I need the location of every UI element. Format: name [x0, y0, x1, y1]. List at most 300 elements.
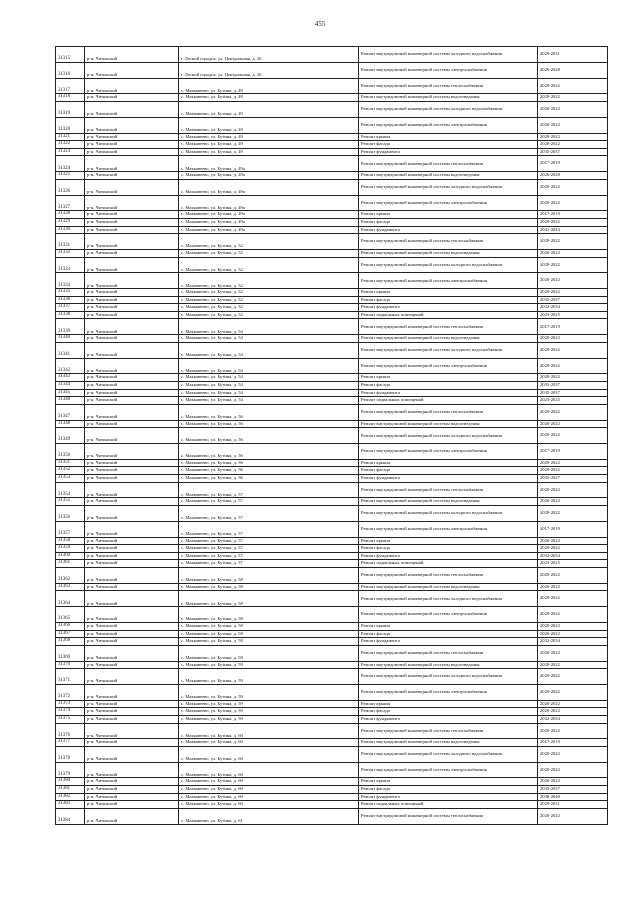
row-number: 31347 [56, 404, 85, 420]
district-cell: р-н. Читинский [85, 141, 179, 149]
district-cell: р-н. Читинский [85, 117, 179, 133]
address-cell: с. Маккавеево, ул. Бутина, д. 49 [179, 141, 359, 149]
district-cell: р-н. Читинский [85, 498, 179, 506]
work-type-cell: Ремонт внутридомовой инженерной системы теплоснабжения [359, 319, 538, 335]
address-cell: с. Маккавеево, ул. Бутина, д. 49а [179, 179, 359, 195]
period-cell: 2020-2022 [538, 289, 608, 297]
table-row [56, 459, 608, 467]
table-row [56, 607, 608, 623]
district-cell: р-н. Читинский [85, 428, 179, 444]
district-cell: р-н. Читинский [85, 638, 179, 646]
work-type-cell: Ремонт фасада [359, 382, 538, 390]
work-type-cell: Ремонт фасада [359, 708, 538, 716]
table-row [56, 195, 608, 211]
district-cell: р-н. Читинский [85, 808, 179, 824]
district-cell: р-н. Читинский [85, 521, 179, 537]
period-cell: 2020-2022 [538, 645, 608, 661]
district-cell: р-н. Читинский [85, 552, 179, 560]
table-row [56, 591, 608, 607]
address-cell: с. Маккавеево, ул. Бутина, д. 56 [179, 475, 359, 483]
district-cell: р-н. Читинский [85, 762, 179, 778]
row-number: 31371 [56, 669, 85, 685]
district-cell: р-н. Читинский [85, 289, 179, 297]
table-row [56, 156, 608, 172]
work-type-cell: Ремонт внутридомовой инженерной системы электроснабжения [359, 607, 538, 623]
district-cell: р-н. Читинский [85, 607, 179, 623]
work-type-cell: Ремонт внутридомовой инженерной системы холодного водоснабжения [359, 428, 538, 444]
work-type-cell: Ремонт фундамента [359, 148, 538, 156]
address-cell: с. Маккавеево, ул. Бутина, д. 54 [179, 342, 359, 358]
table-row [56, 537, 608, 545]
address-cell: с. Маккавеево, ул. Бутина, д. 57 [179, 482, 359, 498]
row-number: 31365 [56, 607, 85, 623]
period-cell: 2029-2031 [538, 801, 608, 809]
table-row [56, 420, 608, 428]
row-number: 31332 [56, 249, 85, 257]
table-row [56, 545, 608, 553]
work-type-cell: Ремонт внутридомовой инженерной системы водоотведения [359, 498, 538, 506]
table-row [56, 444, 608, 460]
address-cell: с. Маккавеево, ул. Бутина, д. 60 [179, 746, 359, 762]
work-type-cell: Ремонт внутридомовой инженерной системы электроснабжения [359, 117, 538, 133]
address-cell: с. Маккавеево, ул. Бутина, д. 59 [179, 661, 359, 669]
row-number: 31316 [56, 62, 85, 78]
district-cell: р-н. Читинский [85, 133, 179, 141]
work-type-cell: Ремонт крыши [359, 778, 538, 786]
address-cell: с. Маккавеево, ул. Бутина, д. 57 [179, 498, 359, 506]
period-cell: 2026-2028 [538, 172, 608, 180]
row-number: 31355 [56, 498, 85, 506]
address-cell: с. Маккавеево, ул. Бутина, д. 52 [179, 234, 359, 250]
district-cell: р-н. Читинский [85, 739, 179, 747]
row-number: 31375 [56, 715, 85, 723]
work-type-cell: Ремонт подвальных помещений [359, 397, 538, 405]
table-row [56, 715, 608, 723]
table-row [56, 684, 608, 700]
district-cell: р-н. Читинский [85, 342, 179, 358]
period-cell: 2032-2034 [538, 304, 608, 312]
district-cell: р-н. Читинский [85, 723, 179, 739]
table-row [56, 141, 608, 149]
table-row [56, 567, 608, 583]
address-cell: с. Маккавеево, ул. Бутина, д. 60 [179, 778, 359, 786]
district-cell: р-н. Читинский [85, 273, 179, 289]
work-type-cell: Ремонт крыши [359, 622, 538, 630]
address-cell: с. Маккавеево, ул. Бутина, д. 58 [179, 630, 359, 638]
work-type-cell: Ремонт внутридомовой инженерной системы электроснабжения [359, 62, 538, 78]
district-cell: р-н. Читинский [85, 622, 179, 630]
address-cell: с. Маккавеево, ул. Бутина, д. 57 [179, 552, 359, 560]
period-cell: 2020-2022 [538, 591, 608, 607]
period-cell: 2032-2034 [538, 638, 608, 646]
address-cell: с. Маккавеево, ул. Бутина, д. 59 [179, 684, 359, 700]
table-row [56, 374, 608, 382]
row-number: 31372 [56, 684, 85, 700]
address-cell: с. Маккавеево, ул. Бутина, д. 52 [179, 257, 359, 273]
district-cell: р-н. Читинский [85, 148, 179, 156]
row-number: 31366 [56, 622, 85, 630]
table-row [56, 117, 608, 133]
work-type-cell: Ремонт крыши [359, 374, 538, 382]
row-number: 31382 [56, 793, 85, 801]
table-row [56, 762, 608, 778]
address-cell: с. Маккавеево, ул. Бутина, д. 49а [179, 172, 359, 180]
table-row [56, 552, 608, 560]
table-row [56, 335, 608, 343]
address-cell: с. Маккавеево, ул. Бутина, д. 58 [179, 567, 359, 583]
table-row [56, 498, 608, 506]
address-cell: с. Маккавеево, ул. Бутина, д. 60 [179, 723, 359, 739]
district-cell: р-н. Читинский [85, 786, 179, 794]
work-type-cell: Ремонт внутридомовой инженерной системы электроснабжения [359, 762, 538, 778]
address-cell: с. Маккавеево, ул. Бутина, д. 58 [179, 622, 359, 630]
work-type-cell: Ремонт фундамента [359, 552, 538, 560]
work-type-cell: Ремонт внутридомовой инженерной системы водоотведения [359, 335, 538, 343]
work-type-cell: Ремонт внутридомовой инженерной системы водоотведения [359, 661, 538, 669]
table-row [56, 739, 608, 747]
district-cell: р-н. Читинский [85, 78, 179, 94]
address-cell: г. Лесной городок, ул. Центральная, д. 26 [179, 47, 359, 63]
table-row [56, 801, 608, 809]
period-cell: 2035-2037 [538, 389, 608, 397]
period-cell: 2020-2022 [538, 498, 608, 506]
address-cell: с. Маккавеево, ул. Бутина, д. 59 [179, 708, 359, 716]
work-type-cell: Ремонт внутридомовой инженерной системы водоотведения [359, 583, 538, 591]
work-type-cell: Ремонт внутридомовой инженерной системы холодного водоснабжения [359, 47, 538, 63]
row-number: 31326 [56, 179, 85, 195]
row-number: 31323 [56, 148, 85, 156]
address-cell: с. Маккавеево, ул. Бутина, д. 49 [179, 101, 359, 117]
district-cell: р-н. Читинский [85, 482, 179, 498]
table-row [56, 583, 608, 591]
table-row [56, 475, 608, 483]
district-cell: р-н. Читинский [85, 296, 179, 304]
row-number: 31322 [56, 141, 85, 149]
period-cell: 2020-2022 [538, 358, 608, 374]
address-cell: с. Маккавеево, ул. Бутина, д. 59 [179, 700, 359, 708]
address-cell: с. Маккавеево, ул. Бутина, д. 54 [179, 358, 359, 374]
district-cell: р-н. Читинский [85, 211, 179, 219]
district-cell: р-н. Читинский [85, 778, 179, 786]
row-number: 31350 [56, 444, 85, 460]
table-row [56, 506, 608, 522]
row-number: 31341 [56, 342, 85, 358]
district-cell: р-н. Читинский [85, 311, 179, 319]
row-number: 31317 [56, 78, 85, 94]
table-row [56, 808, 608, 824]
district-cell: р-н. Читинский [85, 420, 179, 428]
address-cell: с. Маккавеево, ул. Бутина, д. 54 [179, 397, 359, 405]
address-cell: с. Маккавеево, ул. Бутина, д. 56 [179, 459, 359, 467]
district-cell: р-н. Читинский [85, 257, 179, 273]
row-number: 31327 [56, 195, 85, 211]
address-cell: с. Маккавеево, ул. Бутина, д. 49а [179, 156, 359, 172]
table-row [56, 786, 608, 794]
work-type-cell: Ремонт внутридомовой инженерной системы теплоснабжения [359, 645, 538, 661]
work-type-cell: Ремонт внутридомовой инженерной системы холодного водоснабжения [359, 342, 538, 358]
table-row [56, 397, 608, 405]
work-type-cell: Ремонт фасада [359, 545, 538, 553]
address-cell: с. Маккавеево, ул. Бутина, д. 54 [179, 389, 359, 397]
period-cell: 2020-2022 [538, 218, 608, 226]
district-cell: р-н. Читинский [85, 444, 179, 460]
row-number: 31343 [56, 374, 85, 382]
period-cell: 2029-2031 [538, 47, 608, 63]
address-cell: с. Маккавеево, ул. Бутина, д. 56 [179, 444, 359, 460]
row-number: 31384 [56, 808, 85, 824]
period-cell: 2020-2022 [538, 746, 608, 762]
table-row [56, 389, 608, 397]
row-number: 31374 [56, 708, 85, 716]
work-type-cell: Ремонт крыши [359, 459, 538, 467]
period-cell: 2020-2022 [538, 249, 608, 257]
work-type-cell: Ремонт внутридомовой инженерной системы холодного водоснабжения [359, 101, 538, 117]
address-cell: с. Маккавеево, ул. Бутина, д. 60 [179, 793, 359, 801]
table-row [56, 622, 608, 630]
table-row [56, 94, 608, 102]
address-cell: с. Маккавеево, ул. Бутина, д. 58 [179, 583, 359, 591]
table-body [56, 47, 608, 825]
address-cell: с. Маккавеево, ул. Бутина, д. 57 [179, 521, 359, 537]
table-row [56, 746, 608, 762]
district-cell: р-н. Читинский [85, 304, 179, 312]
work-type-cell: Ремонт фасада [359, 218, 538, 226]
period-cell: 2017-2019 [538, 211, 608, 219]
row-number: 31369 [56, 645, 85, 661]
work-type-cell: Ремонт внутридомовой инженерной системы водоотведения [359, 172, 538, 180]
district-cell: р-н. Читинский [85, 591, 179, 607]
work-type-cell: Ремонт внутридомовой инженерной системы электроснабжения [359, 195, 538, 211]
row-number: 31352 [56, 467, 85, 475]
address-cell: с. Маккавеево, ул. Бутина, д. 54 [179, 382, 359, 390]
period-cell: 2017-2019 [538, 319, 608, 335]
row-number: 31354 [56, 482, 85, 498]
work-type-cell: Ремонт внутридомовой инженерной системы водоотведения [359, 739, 538, 747]
work-type-cell: Ремонт внутридомовой инженерной системы водоотведения [359, 249, 538, 257]
row-number: 31356 [56, 506, 85, 522]
row-number: 31318 [56, 94, 85, 102]
work-type-cell: Ремонт фасада [359, 630, 538, 638]
table-row [56, 793, 608, 801]
work-type-cell: Ремонт фундамента [359, 226, 538, 234]
address-cell: с. Маккавеево, ул. Бутина, д. 57 [179, 545, 359, 553]
row-number: 31336 [56, 296, 85, 304]
address-cell: с. Маккавеево, ул. Бутина, д. 56 [179, 404, 359, 420]
period-cell: 2020-2022 [538, 684, 608, 700]
table-row [56, 319, 608, 335]
period-cell: 2035-2037 [538, 148, 608, 156]
district-cell: р-н. Читинский [85, 746, 179, 762]
work-type-cell: Ремонт крыши [359, 537, 538, 545]
table-row [56, 296, 608, 304]
district-cell: р-н. Читинский [85, 382, 179, 390]
table-row [56, 257, 608, 273]
work-type-cell: Ремонт подвальных помещений [359, 311, 538, 319]
work-type-cell: Ремонт внутридомовой инженерной системы теплоснабжения [359, 78, 538, 94]
address-cell: с. Маккавеево, ул. Бутина, д. 58 [179, 607, 359, 623]
row-number: 31340 [56, 335, 85, 343]
table-row [56, 179, 608, 195]
address-cell: с. Маккавеево, ул. Бутина, д. 52 [179, 304, 359, 312]
table-row [56, 467, 608, 475]
district-cell: р-н. Читинский [85, 404, 179, 420]
district-cell: р-н. Читинский [85, 567, 179, 583]
district-cell: р-н. Читинский [85, 172, 179, 180]
row-number: 31364 [56, 591, 85, 607]
row-number: 31325 [56, 172, 85, 180]
period-cell: 2017-2019 [538, 739, 608, 747]
period-cell: 2020-2022 [538, 133, 608, 141]
district-cell: р-н. Читинский [85, 708, 179, 716]
period-cell: 2020-2022 [538, 607, 608, 623]
address-cell: с. Маккавеево, ул. Бутина, д. 49 [179, 133, 359, 141]
table-row [56, 382, 608, 390]
address-cell: с. Маккавеево, ул. Бутина, д. 56 [179, 420, 359, 428]
district-cell: р-н. Читинский [85, 358, 179, 374]
table-row [56, 78, 608, 94]
district-cell: р-н. Читинский [85, 684, 179, 700]
period-cell: 2035-2037 [538, 786, 608, 794]
row-number: 31328 [56, 211, 85, 219]
work-type-cell: Ремонт внутридомовой инженерной системы теплоснабжения [359, 482, 538, 498]
work-type-cell: Ремонт внутридомовой инженерной системы холодного водоснабжения [359, 179, 538, 195]
period-cell: 2020-2022 [538, 257, 608, 273]
row-number: 31334 [56, 273, 85, 289]
address-cell: с. Маккавеево, ул. Бутина, д. 52 [179, 311, 359, 319]
work-type-cell: Ремонт фундамента [359, 793, 538, 801]
table-row [56, 304, 608, 312]
district-cell: р-н. Читинский [85, 335, 179, 343]
work-type-cell: Ремонт внутридомовой инженерной системы холодного водоснабжения [359, 669, 538, 685]
period-cell: 2020-2022 [538, 808, 608, 824]
period-cell: 2020-2022 [538, 583, 608, 591]
work-type-cell: Ремонт фундамента [359, 715, 538, 723]
period-cell: 2020-2022 [538, 273, 608, 289]
table-row [56, 630, 608, 638]
work-type-cell: Ремонт фундамента [359, 389, 538, 397]
district-cell: р-н. Читинский [85, 226, 179, 234]
district-cell: р-н. Читинский [85, 101, 179, 117]
period-cell: 2017-2019 [538, 521, 608, 537]
work-type-cell: Ремонт внутридомовой инженерной системы электроснабжения [359, 444, 538, 460]
district-cell: р-н. Читинский [85, 47, 179, 63]
period-cell: 2023-2025 [538, 311, 608, 319]
district-cell: р-н. Читинский [85, 94, 179, 102]
address-cell: с. Маккавеево, ул. Бутина, д. 60 [179, 801, 359, 809]
district-cell: р-н. Читинский [85, 669, 179, 685]
period-cell: 2020-2022 [538, 622, 608, 630]
address-cell: с. Маккавеево, ул. Бутина, д. 59 [179, 645, 359, 661]
row-number: 31381 [56, 786, 85, 794]
address-cell: с. Маккавеево, ул. Бутина, д. 59 [179, 669, 359, 685]
work-type-cell: Ремонт внутридомовой инженерной системы холодного водоснабжения [359, 591, 538, 607]
work-type-cell: Ремонт фасада [359, 141, 538, 149]
row-number: 31342 [56, 358, 85, 374]
period-cell: 2020-2022 [538, 506, 608, 522]
row-number: 31353 [56, 475, 85, 483]
row-number: 31338 [56, 311, 85, 319]
period-cell: 2020-2022 [538, 467, 608, 475]
period-cell: 2020-2022 [538, 428, 608, 444]
row-number: 31379 [56, 762, 85, 778]
period-cell: 2020-2022 [538, 482, 608, 498]
work-type-cell: Ремонт внутридомовой инженерной системы холодного водоснабжения [359, 506, 538, 522]
district-cell: р-н. Читинский [85, 62, 179, 78]
table-row [56, 211, 608, 219]
table-row [56, 249, 608, 257]
period-cell: 2035-2037 [538, 296, 608, 304]
district-cell: р-н. Читинский [85, 645, 179, 661]
address-cell: с. Маккавеево, ул. Бутина, д. 52 [179, 289, 359, 297]
work-type-cell: Ремонт подвальных помещений [359, 801, 538, 809]
work-type-cell: Ремонт подвальных помещений [359, 560, 538, 568]
row-number: 31337 [56, 304, 85, 312]
address-cell: с. Маккавеево, ул. Бутина, д. 54 [179, 319, 359, 335]
row-number: 31358 [56, 537, 85, 545]
row-number: 31319 [56, 101, 85, 117]
work-type-cell: Ремонт крыши [359, 289, 538, 297]
address-cell: с. Маккавеево, ул. Бутина, д. 60 [179, 762, 359, 778]
address-cell: с. Маккавеево, ул. Бутина, д. 49а [179, 226, 359, 234]
row-number: 31367 [56, 630, 85, 638]
period-cell: 2020-2022 [538, 459, 608, 467]
district-cell: р-н. Читинский [85, 475, 179, 483]
row-number: 31331 [56, 234, 85, 250]
district-cell: р-н. Читинский [85, 374, 179, 382]
row-number: 31348 [56, 420, 85, 428]
address-cell: с. Маккавеево, ул. Бутина, д. 52 [179, 296, 359, 304]
row-number: 31335 [56, 289, 85, 297]
row-number: 31320 [56, 117, 85, 133]
table-row [56, 708, 608, 716]
work-type-cell: Ремонт крыши [359, 700, 538, 708]
work-type-cell: Ремонт внутридомовой инженерной системы электроснабжения [359, 521, 538, 537]
row-number: 31359 [56, 545, 85, 553]
district-cell: р-н. Читинский [85, 801, 179, 809]
address-cell: с. Маккавеево, ул. Бутина, д. 56 [179, 428, 359, 444]
table-row [56, 638, 608, 646]
period-cell: 2020-2022 [538, 420, 608, 428]
row-number: 31321 [56, 133, 85, 141]
work-type-cell: Ремонт внутридомовой инженерной системы электроснабжения [359, 273, 538, 289]
period-cell: 2017-2019 [538, 156, 608, 172]
period-cell: 2020-2022 [538, 195, 608, 211]
district-cell: р-н. Читинский [85, 545, 179, 553]
period-cell: 2020-2022 [538, 179, 608, 195]
address-cell: с. Маккавеево, ул. Бутина, д. 49 [179, 148, 359, 156]
work-type-cell: Ремонт внутридомовой инженерной системы теплоснабжения [359, 723, 538, 739]
period-cell: 2020-2022 [538, 117, 608, 133]
row-number: 31370 [56, 661, 85, 669]
period-cell: 2035-2037 [538, 475, 608, 483]
period-cell: 2032-2034 [538, 552, 608, 560]
row-number: 31361 [56, 560, 85, 568]
work-type-cell: Ремонт внутридомовой инженерной системы водоотведения [359, 420, 538, 428]
table-row [56, 482, 608, 498]
table-row [56, 700, 608, 708]
period-cell: 2020-2022 [538, 342, 608, 358]
address-cell: с. Маккавеево, ул. Бутина, д. 49 [179, 78, 359, 94]
work-type-cell: Ремонт внутридомовой инженерной системы теплоснабжения [359, 156, 538, 172]
period-cell: 2020-2022 [538, 778, 608, 786]
address-cell: с. Маккавеево, ул. Бутина, д. 57 [179, 506, 359, 522]
row-number: 31346 [56, 397, 85, 405]
address-cell: с. Маккавеево, ул. Бутина, д. 49а [179, 211, 359, 219]
address-cell: с. Маккавеево, ул. Бутина, д. 56 [179, 467, 359, 475]
row-number: 31330 [56, 226, 85, 234]
table-row [56, 289, 608, 297]
work-type-cell: Ремонт внутридомовой инженерной системы теплоснабжения [359, 234, 538, 250]
